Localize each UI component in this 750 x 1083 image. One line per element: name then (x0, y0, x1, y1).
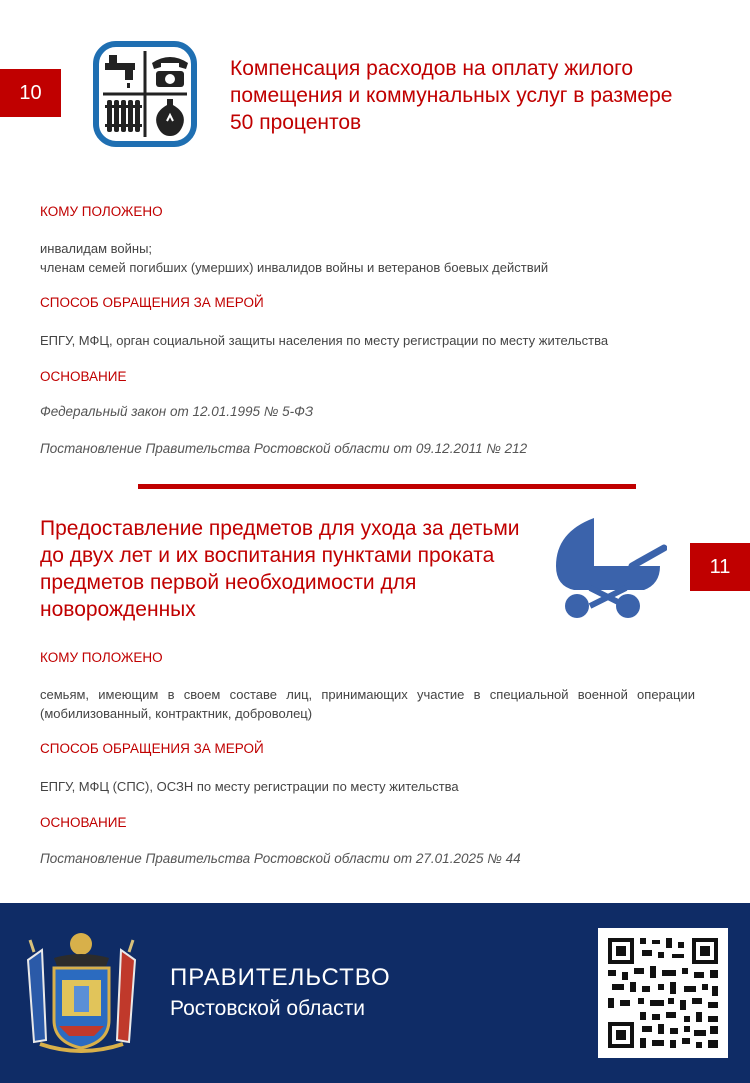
basis-heading: ОСНОВАНИЕ (40, 815, 127, 830)
utilities-icon (93, 41, 197, 147)
who-line: членам семей погибших (умерших) инвалидов войны и ветеранов боевых действий (40, 260, 549, 275)
title-line: предметов первой необходимости для (40, 571, 417, 594)
who-line: инвалидам войны; (40, 241, 153, 256)
who-heading: КОМУ ПОЛОЖЕНО (40, 204, 163, 219)
method-text: ЕПГУ, МФЦ, орган социальной защиты населения по месту регистрации по месту жительства (40, 333, 609, 348)
basis-heading: ОСНОВАНИЕ (40, 369, 127, 384)
section-number-badge: 11 (690, 543, 750, 591)
title-line: Предоставление предметов для ухода за детьми (40, 517, 520, 540)
who-heading: КОМУ ПОЛОЖЕНО (40, 650, 163, 665)
title-line: до двух лет и их воспитания пунктами проката (40, 544, 495, 567)
government-name: ПРАВИТЕЛЬСТВО (170, 964, 391, 991)
title-line: 50 процентов (230, 111, 362, 134)
method-heading: СПОСОБ ОБРАЩЕНИЯ ЗА МЕРОЙ (40, 741, 264, 756)
section11-title (40, 515, 540, 623)
method-heading: СПОСОБ ОБРАЩЕНИЯ ЗА МЕРОЙ (40, 295, 264, 310)
section10-title (230, 55, 700, 136)
coat-of-arms-icon (24, 930, 139, 1060)
who-text: семьям, имеющим в своем составе лиц, принимающих участие в специальной военной операции (мобилизованный, контрактник, доброволец) (40, 687, 695, 721)
title-line: помещения и коммунальных услуг в размере (230, 84, 673, 107)
basis-item: Постановление Правительства Ростовской области от 27.01.2025 № 44 (40, 851, 521, 866)
who-text (40, 239, 695, 277)
section-number-badge: 10 (0, 69, 61, 117)
region-name: Ростовской области (170, 997, 365, 1020)
basis-item: Федеральный закон от 12.01.1995 № 5-ФЗ (40, 404, 314, 419)
title-line: новорожденных (40, 598, 196, 621)
qr-code-icon[interactable] (598, 928, 728, 1058)
method-text: ЕПГУ, МФЦ (СПС), ОСЗН по месту регистрации по месту жительства (40, 779, 459, 794)
title-line: Компенсация расходов на оплату жилого (230, 57, 634, 80)
section-divider (138, 484, 636, 489)
basis-item: Постановление Правительства Ростовской области от 09.12.2011 № 212 (40, 441, 528, 456)
stroller-icon (552, 518, 667, 620)
